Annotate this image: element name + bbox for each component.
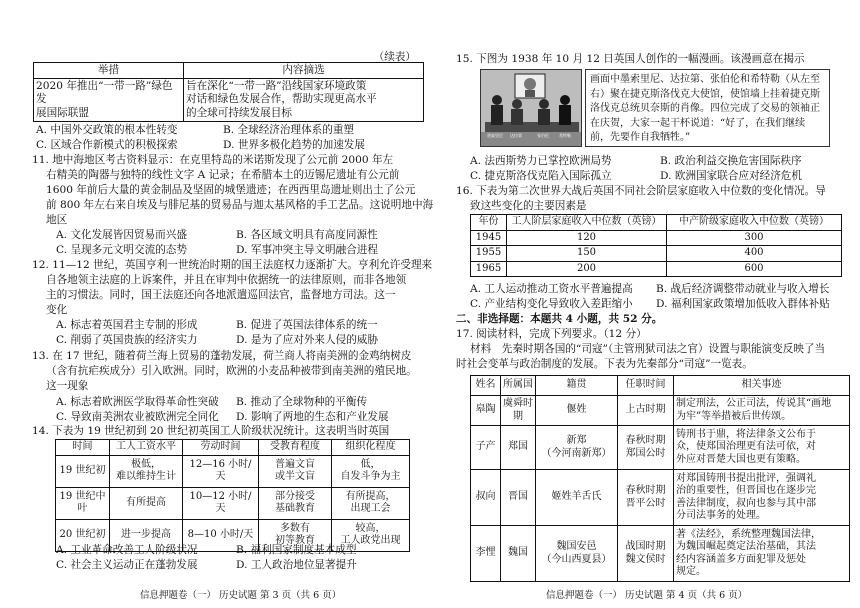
option-a[interactable]: A. 中国外交政策的根本性转变 — [36, 124, 178, 136]
political-cartoon — [480, 69, 582, 147]
table-header: 姓名 — [471, 376, 501, 396]
table-row: 叔向 晋国 姬姓羊舌氏 春秋时期 晋平公时 对郑国铸刑书提出批评，强调礼 治的重要性，但晋国也在逐步完 善法律制度，叔向也参与其中部 分司法事务的处理。 — [471, 470, 850, 526]
table-header: 时间 — [56, 440, 110, 456]
cartoon-figure-label: 达拉第 — [510, 133, 522, 138]
option-b[interactable]: B. 福利国家制度基本成型 — [236, 544, 357, 556]
table-header: 中产阶级家庭收入中位数（英镑） — [667, 215, 842, 231]
table-cell: 旨在深化“一带一路”沿线国家环境政策 对话和绿色发展合作，帮助实现更高水平 的全球可持续发展目标 — [184, 79, 424, 122]
option-c[interactable]: C. 捷克斯洛伐克陷入国际孤立 — [470, 170, 612, 182]
right-page: 15. 下图为 1938 年 10 月 12 日英国人创作的一幅漫画。该漫画意在揭示 墨索里尼 达拉第 张伯伦 希特勒 画面中墨索里尼、达拉第、张伯伦和希特勒（从左至右）聚在捷克斯洛伐克大使馆，使馆墙上挂着捷克斯洛伐克总统贝奈斯的肖像。四位完成了交易的领袖正在庆贺，大家一起干杯说道：“好了，在我们继续前，先要作自我牺牲。” A. 法西斯势力已掌控欧洲局势 B. 政治利益交换危害国际秩序 C. 捷克斯洛伐克陷入国际孤立 D. 欧洲国家联合应对经济危机 16. 下表为第二次世界大战后英国不同社会阶层家庭收入中位数的变化情况。导 致这些变化的主要因素是 年份 工人阶层家庭收入中位数（英镑） 中产阶级家庭收入中位数（英镑） 1945 120 300 1955 150 400 1965 200 600 A. 工人运动推动工资水平普遍提高 B. 战后经济调整带动就业与收入增长 C. 产业结构变化导致收入差距缩小 D. 福利国家政策增加低收入群体补贴 二、非选择题：本题共 4 小题，共 52 分。 17. 阅读材料，完成下列要求。（12 分） 材料 先秦时期各国的“司寇”（主管刑狱司法之官）设置与职能演变反映了当 时社会变革与政治制度的发展。下表为先秦部分“司寇”一览表。 姓名 所属国 籍贯 任职时间 相关事迹 皋陶 虞舜时期 偃姓 上古时期 制定刑法，公正司法，传说其“画地 为牢”等举措被后世传颂。 子产 郑国 新郑 （今河南新郑） 春秋时期 郑国公时 铸刑书于鼎，将法律条文公布于 众，使郑国治理更有法可依，对 外应对晋楚大国也更有策略。 叔向 晋国 姬姓羊舌氏 春秋时期 晋平公时 对郑国铸刑书提出批评，强调礼 治的重要性，但晋国也在逐步完 善法律制度，叔向也参与其中部 分司法事务的处理。 李悝 魏国 魏国安邑 （今山西夏县） 战国时期 魏文侯时 著《法经》，系统整理魏国法律， 为魏国崛起奠定法治基础，其法 经内容涵盖多方面犯罪及惩处 规定。 信息押题卷（一） 历史试题 第 4 页（共 6 页） — [430, 0, 860, 608]
cartoon-figure-label: 墨索里尼 — [487, 133, 503, 138]
table-header: 劳动时间 — [183, 440, 259, 456]
table-row: 19 世纪初 极低， 难以维持生计 12—16 小时/天 普遍文盲 或半文盲 低， 自发斗争为主 — [56, 455, 410, 487]
option-d[interactable]: D. 世界多极化趋势的加速发展 — [223, 139, 365, 151]
option-b[interactable]: B. 促进了英国法律体系的统一 — [236, 319, 378, 331]
table-row: 子产 郑国 新郑 （今河南新郑） 春秋时期 郑国公时 铸刑书于鼎，将法律条文公布于 众，使郑国治理更有法可依，对 外应对晋楚大国也更有策略。 — [471, 426, 850, 470]
table-cell: 2020 年推出“一带一路”绿色发 展国际联盟 — [34, 79, 184, 122]
table-header: 举措 — [34, 63, 184, 79]
table-row: 皋陶 虞舜时期 偃姓 上古时期 制定刑法，公正司法，传说其“画地 为牢”等举措被后世传颂。 — [471, 396, 850, 426]
table-header: 工人工资水平 — [110, 440, 183, 456]
table-row: 1945 120 300 — [471, 230, 842, 246]
option-a[interactable]: A. 法西斯势力已掌控欧洲局势 — [470, 155, 612, 167]
cartoon-figure-label: 张伯伦 — [537, 133, 549, 138]
option-b[interactable]: B. 政治利益交换危害国际秩序 — [660, 155, 802, 167]
option-d[interactable]: D. 军事冲突主导文明融合进程 — [236, 244, 378, 256]
table-row: 1955 150 400 — [471, 246, 842, 262]
option-a[interactable]: A. 工人运动推动工资水平普遍提高 — [470, 283, 633, 295]
option-a[interactable]: A. 文化发展皆因贸易而兴盛 — [56, 229, 187, 241]
option-d[interactable]: D. 福利国家政策增加低收入群体补贴 — [656, 298, 830, 310]
option-d[interactable]: D. 工人政治地位显著提升 — [236, 559, 357, 571]
option-c[interactable]: C. 社会主义运动正在蓬勃发展 — [56, 559, 198, 571]
continued-label: （续表） — [373, 51, 416, 63]
table-row: 20 世纪初 进一步提高 8—10 小时/天 多数有 初等教育 较高， 工人政党出现 — [56, 519, 410, 551]
option-a[interactable]: A. 标志着英国君主专制的形成 — [56, 319, 198, 331]
material-line: 材料 先秦时期各国的“司寇”（主管刑狱司法之官）设置与职能演变反映了当 — [470, 343, 826, 355]
table-header: 所属国 — [501, 376, 536, 396]
option-b[interactable]: B. 战后经济调整带动就业与收入增长 — [656, 283, 830, 295]
table-header: 受教育程度 — [259, 440, 332, 456]
option-a[interactable]: A. 标志着欧洲医学取得革命性突破 — [56, 396, 219, 408]
option-c[interactable]: C. 呈现多元文明交流的态势 — [56, 244, 187, 256]
table-header: 年份 — [471, 215, 507, 231]
worker-status-table — [55, 439, 410, 552]
table-header: 组织化程度 — [332, 440, 410, 456]
income-table — [470, 214, 842, 277]
measures-table — [33, 62, 424, 122]
option-d[interactable]: D. 欧洲国家联合应对经济危机 — [660, 170, 802, 182]
page-footer: 信息押题卷（一） 历史试题 第 3 页（共 6 页） — [140, 589, 342, 601]
table-header: 相关事迹 — [674, 376, 850, 396]
table-row: 李悝 魏国 魏国安邑 （今山西夏县） 战国时期 魏文侯时 著《法经》，系统整理魏国法律， 为魏国崛起奠定法治基础，其法 经内容涵盖多方面犯罪及惩处 规定。 — [471, 526, 850, 582]
question-15-stem: 15. 下图为 1938 年 10 月 12 日英国人创作的一幅漫画。该漫画意在揭示 — [456, 53, 805, 65]
sikou-table — [470, 375, 850, 582]
option-b[interactable]: B. 推动了全球物种的平衡传 — [236, 396, 368, 408]
option-b[interactable]: B. 全球经济治理体系的重塑 — [223, 124, 355, 136]
option-c[interactable]: C. 区域合作新模式的积极探索 — [36, 139, 178, 151]
table-row: 1965 200 600 — [471, 261, 842, 277]
option-a[interactable]: A. 工业革命改善工人阶级状况 — [56, 544, 198, 556]
option-c[interactable]: C. 削弱了英国贵族的经济实力 — [56, 334, 198, 346]
option-d[interactable]: D. 是为了应对外来人侵的威胁 — [236, 334, 378, 346]
question-17-stem: 17. 阅读材料，完成下列要求。（12 分） — [456, 328, 647, 340]
table-row: 19 世纪中叶 有所提高 10—12 小时/天 部分接受 基础教育 有所提高， 出现工会 — [56, 487, 410, 519]
option-c[interactable]: C. 产业结构变化导致收入差距缩小 — [470, 298, 633, 310]
cartoon-caption: 画面中墨索里尼、达拉第、张伯伦和希特勒（从左至右）聚在捷克斯洛伐克大使馆，使馆墙上挂着捷克斯洛伐克总统贝奈斯的肖像。四位完成了交易的领袖正在庆贺，大家一起干杯说道：“好了，在我们继续前，先要作自我牺牲。” — [585, 69, 830, 147]
section-heading: 二、非选择题：本题共 4 小题，共 52 分。 — [456, 313, 663, 325]
page-footer: 信息押题卷（一） 历史试题 第 4 页（共 6 页） — [546, 589, 748, 601]
option-b[interactable]: B. 各区域文明具有高度同源性 — [236, 229, 378, 241]
option-d[interactable]: D. 影响了两地的生态和产业发展 — [236, 411, 389, 423]
table-header: 任职时间 — [618, 376, 674, 396]
table-header: 籍贯 — [536, 376, 618, 396]
left-page: （续表） 举措 内容摘选 2020 年推出“一带一路”绿色发 展国际联盟 旨在深化“一带一路”沿线国家环境政策 对话和绿色发展合作，帮助实现更高水平 的全球可持续发展目标 A. 中国外交政策的根本性转变 B. 全球经济治理体系的重塑 C. 区域合作新模式的积极探索 D. 世界多极化趋势的加速发展 11. 地中海地区考古资料显示：在克里特岛的米诺斯发现了公元前 2000 年左 右精美的陶器与独特的线性文字 A 记录；在希腊本土的迈锡尼遗址有公元前 1600 年前后大量的黄金制品及坚固的城堡遗迹；在西西里岛遗址则出土了公元 前 800 年左右来自埃及与腓尼基的贸易品与迦太基风格的手工艺品。这说明地中海 地区 A. 文化发展皆因贸易而兴盛 B. 各区域文明具有高度同源性 C. 呈现多元文明交流的态势 D. 军事冲突主导文明融合进程 12. 11—12 世纪，英国亨利一世统治时期的国王法庭权力逐渐扩大。亨利允许受理来 自各地领主法庭的上诉案件，并且在审判中依据统一的法律原则，而非各地领 主的习惯法。同时，国王法庭还向各地派遣巡回法官，监督地方司法。这一 变化 A. 标志着英国君主专制的形成 B. 促进了英国法律体系的统一 C. 削弱了英国贵族的经济实力 D. 是为了应对外来人侵的威胁 13. 在 17 世纪，随着荷兰海上贸易的蓬勃发展，荷兰商人将南美洲的金鸡纳树皮 （含有抗疟疾成分）引入欧洲。同时，欧洲的小麦品种被带到南美洲的殖民地。 这一现象 A. 标志着欧洲医学取得革命性突破 B. 推动了全球物种的平衡传 C. 导致南美洲农业被欧洲完全同化 D. 影响了两地的生态和产业发展 14. 下表为 19 世纪初到 20 世纪初英国工人阶级状况统计。这表明当时英国 时间 工人工资水平 劳动时间 受教育程度 组织化程度 19 世纪初 极低， 难以维持生计 12—16 小时/天 普遍文盲 或半文盲 低， 自发斗争为主 19 世纪中叶 有所提高 10—12 小时/天 部分接受 基础教育 有所提高， 出现工会 20 世纪初 进一步提高 8—10 小时/天 多数有 初等教育 较高， 工人政党出现 A. 工业革命改善工人阶级状况 B. 福利国家制度基本成型 C. 社会主义运动正在蓬勃发展 D. 工人政治地位显著提升 信息押题卷（一） 历史试题 第 3 页（共 6 页） — [32, 51, 434, 601]
cartoon-figure-label: 希特勒 — [559, 133, 571, 138]
option-c[interactable]: C. 导致南美洲农业被欧洲完全同化 — [56, 411, 219, 423]
material-line: 时社会变革与政治制度的发展。下表为先秦部分“司寇”一览表。 — [456, 358, 753, 370]
table-header: 内容摘选 — [184, 63, 424, 79]
table-header: 工人阶层家庭收入中位数（英镑） — [507, 215, 667, 231]
